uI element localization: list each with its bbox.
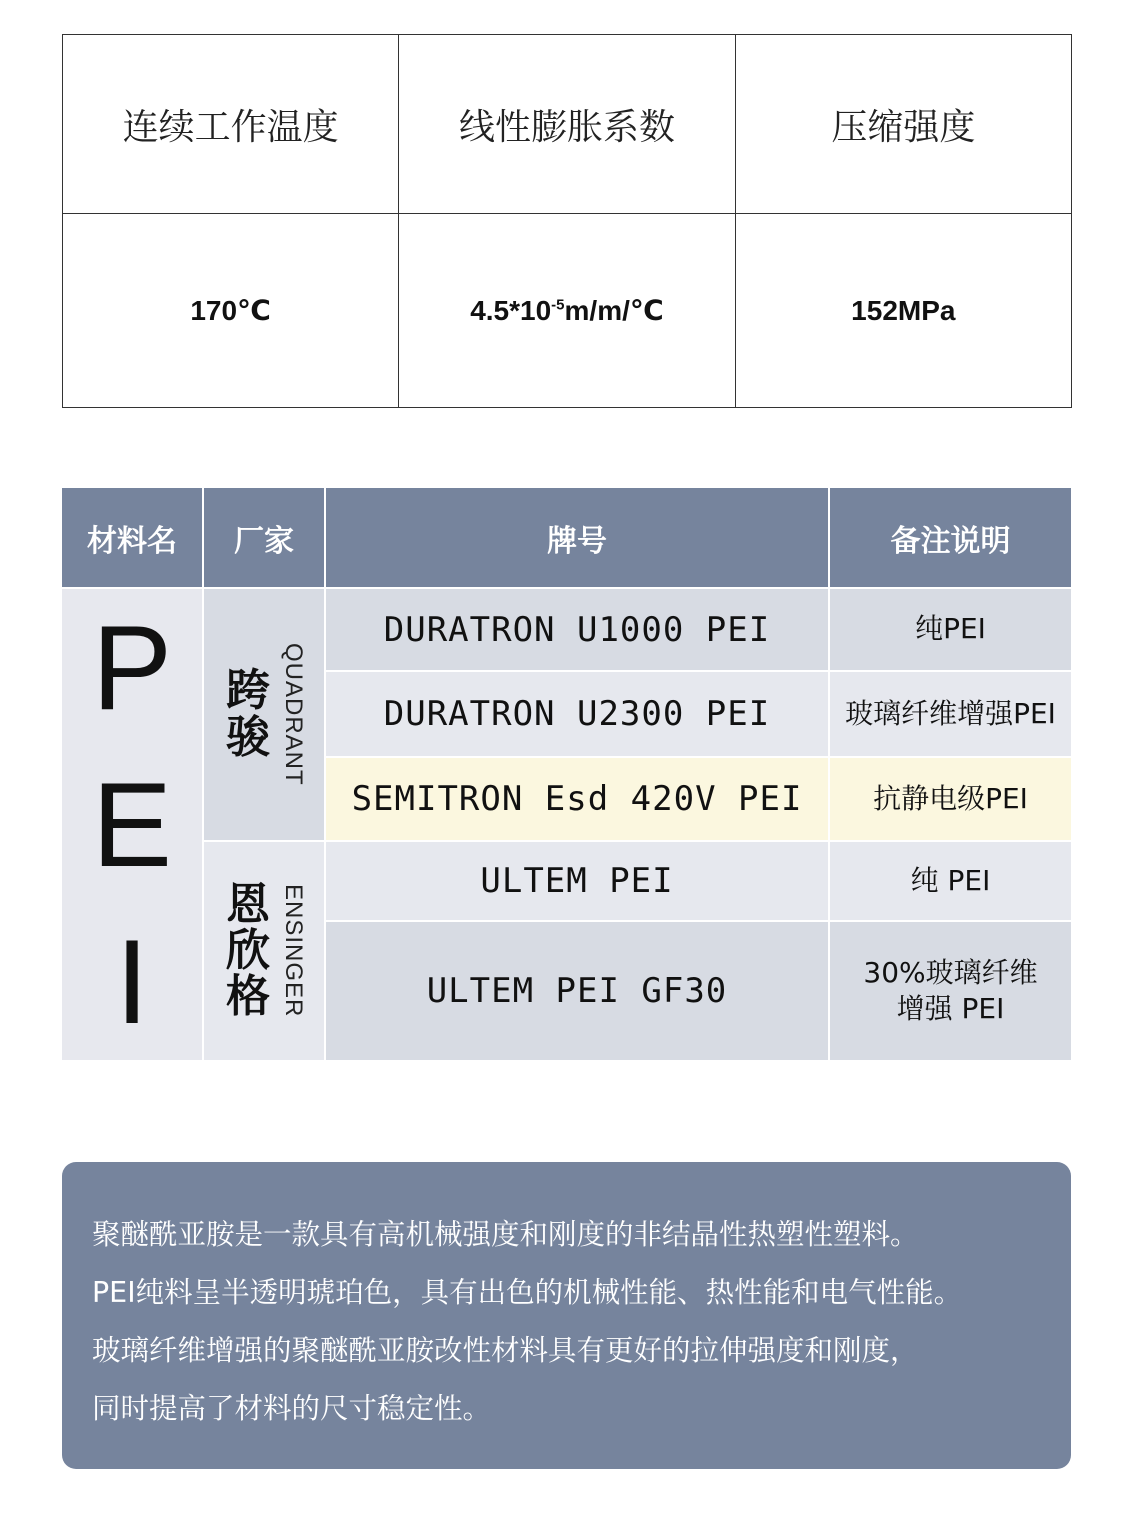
- value-linear-expansion: [399, 214, 735, 408]
- description-box: [62, 1162, 1071, 1469]
- header-compressive-strength: 压缩强度: [735, 35, 1071, 214]
- expansion-unit: m/m/℃: [564, 295, 664, 326]
- grade-row-2: DURATRON U2300 PEI: [326, 672, 828, 756]
- header-continuous-temp: 连续工作温度: [63, 35, 399, 214]
- grade-row-3: SEMITRON Esd 420V PEI: [326, 758, 828, 840]
- header-material: 材料名: [62, 488, 202, 587]
- grade-row-1: DURATRON U1000 PEI: [326, 589, 828, 670]
- header-linear-expansion: 线性膨胀系数: [399, 35, 735, 214]
- note-row-2: 玻璃纤维增强PEI: [830, 672, 1071, 756]
- header-manufacturer: 厂家: [204, 488, 324, 587]
- header-notes: 备注说明: [830, 488, 1071, 587]
- manufacturer-quadrant-cn: 跨骏: [226, 665, 270, 763]
- properties-table: [62, 34, 1072, 408]
- material-name-cell: [62, 589, 202, 1060]
- expansion-base: 4.5*10: [470, 295, 552, 326]
- grade-row-4: ULTEM PEI: [326, 842, 828, 920]
- grades-table: [62, 488, 1071, 1060]
- material-letter-i: I: [115, 914, 149, 1049]
- value-continuous-temp: 170℃: [63, 214, 399, 408]
- properties-value-row: [63, 214, 1072, 408]
- manufacturer-quadrant: [204, 589, 324, 840]
- description-line: 聚醚酰亚胺是一款具有高机械强度和刚度的非结晶性热塑性塑料。: [92, 1218, 919, 1251]
- description-line: 同时提高了材料的尺寸稳定性。: [92, 1392, 492, 1425]
- material-letter-p: P: [91, 600, 173, 735]
- note-row-3: 抗静电级PEI: [830, 758, 1071, 840]
- expansion-exponent: -5: [551, 296, 565, 314]
- manufacturer-quadrant-en: QUADRANT: [280, 643, 307, 786]
- grade-row-5: ULTEM PEI GF30: [326, 922, 828, 1060]
- manufacturer-ensinger-cn: 恩欣格: [226, 878, 270, 1023]
- note-row-5: 30%玻璃纤维增强 PEI: [830, 922, 1071, 1060]
- description-line: PEI纯料呈半透明琥珀色，具有出色的机械性能、热性能和电气性能。: [92, 1276, 963, 1309]
- manufacturer-ensinger-en: ENSINGER: [280, 884, 307, 1018]
- note-row-4: 纯 PEI: [830, 842, 1071, 920]
- material-letter-e: E: [91, 757, 173, 892]
- manufacturer-ensinger: [204, 842, 324, 1060]
- value-compressive-strength: 152MPa: [735, 214, 1071, 408]
- properties-header-row: [63, 35, 1072, 214]
- header-grade: 牌号: [326, 488, 828, 587]
- description-line: 玻璃纤维增强的聚醚酰亚胺改性材料具有更好的拉伸强度和刚度，: [92, 1334, 919, 1367]
- note-row-1: 纯PEI: [830, 589, 1071, 670]
